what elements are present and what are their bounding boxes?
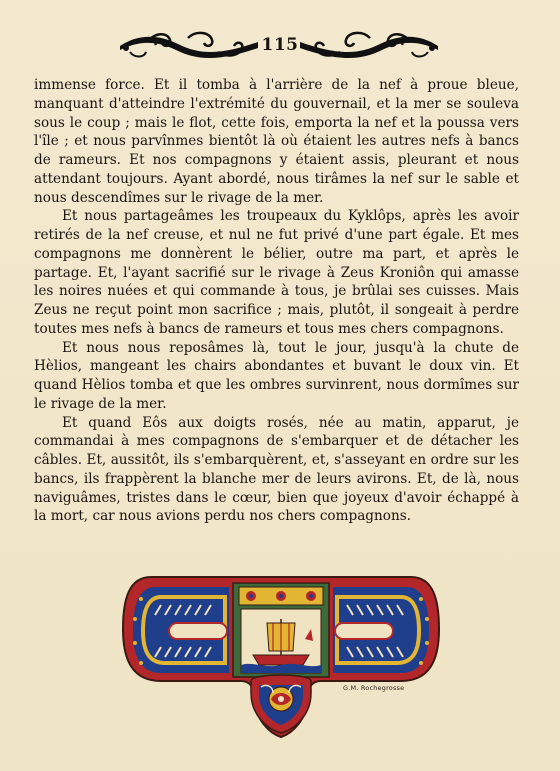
right-ornament	[298, 30, 440, 60]
artist-signature: G.M. Rochegrosse	[343, 684, 405, 692]
paragraph: Et nous nous reposâmes là, tout le jour, jusqu'à la chute de Hèlios, mangeant les chairs abondantes et buvant le doux vin. Et quand Hèlios tomba et que les ombres survinrent, nous dormîmes sur le rivage de la mer.	[34, 339, 519, 412]
left-ornament	[118, 30, 260, 60]
paragraph: immense force. Et il tomba à l'arrière de la nef à proue bleue, manquant d'atteindre l'extrémité du gouvernail, et la mer se souleva sous le coup ; mais le flot, cette fois, emporta la nef et la poussa vers l'île ; et nous parvînmes bientôt là où étaient les autres nefs à bancs de rameurs. Et nos compagnons y étaient assis, pleurant et nous attendant toujours. Ayant abordé, nous tirâmes la nef sur le sable et nous descendîmes sur le rivage de la mer.	[34, 77, 519, 206]
paragraph: Et quand Eôs aux doigts rosés, née au matin, apparut, je commandai à mes compagnons de s'embarquer et de détacher les câbles. Et, aussitôt, ils s'embarquèrent, et, s'asseyant en ordre sur les bancs, ils frappèrent la blanche mer de leurs avirons. Et, de là, nous naviguâmes, tristes dans le cœur, bien que joyeux d'avoir échappé à la mort, car nous avions perdu nos chers compagnons.	[34, 414, 519, 525]
ship-vignette-illustration	[121, 569, 441, 739]
page-header	[0, 28, 560, 64]
paragraph: Et nous partageâmes les troupeaux du Kyklôps, après les avoir retirés de la nef creuse, et nul ne fut privé d'une part égale. Et mes compagnons me donnèrent le bélier, outre ma part, et après le partage. Et, l'ayant sacrifié sur le rivage à Zeus Kroniôn qui amasse les noires nuées et qui commande à tous, je brûlai ses cuisses. Mais Zeus ne reçut point mon sacrifice ; mais, plutôt, il songeait à perdre toutes mes nefs à bancs de rameurs et tous mes chers compagnons.	[34, 208, 519, 337]
page-number: 115	[261, 35, 299, 55]
body-text	[34, 76, 519, 526]
